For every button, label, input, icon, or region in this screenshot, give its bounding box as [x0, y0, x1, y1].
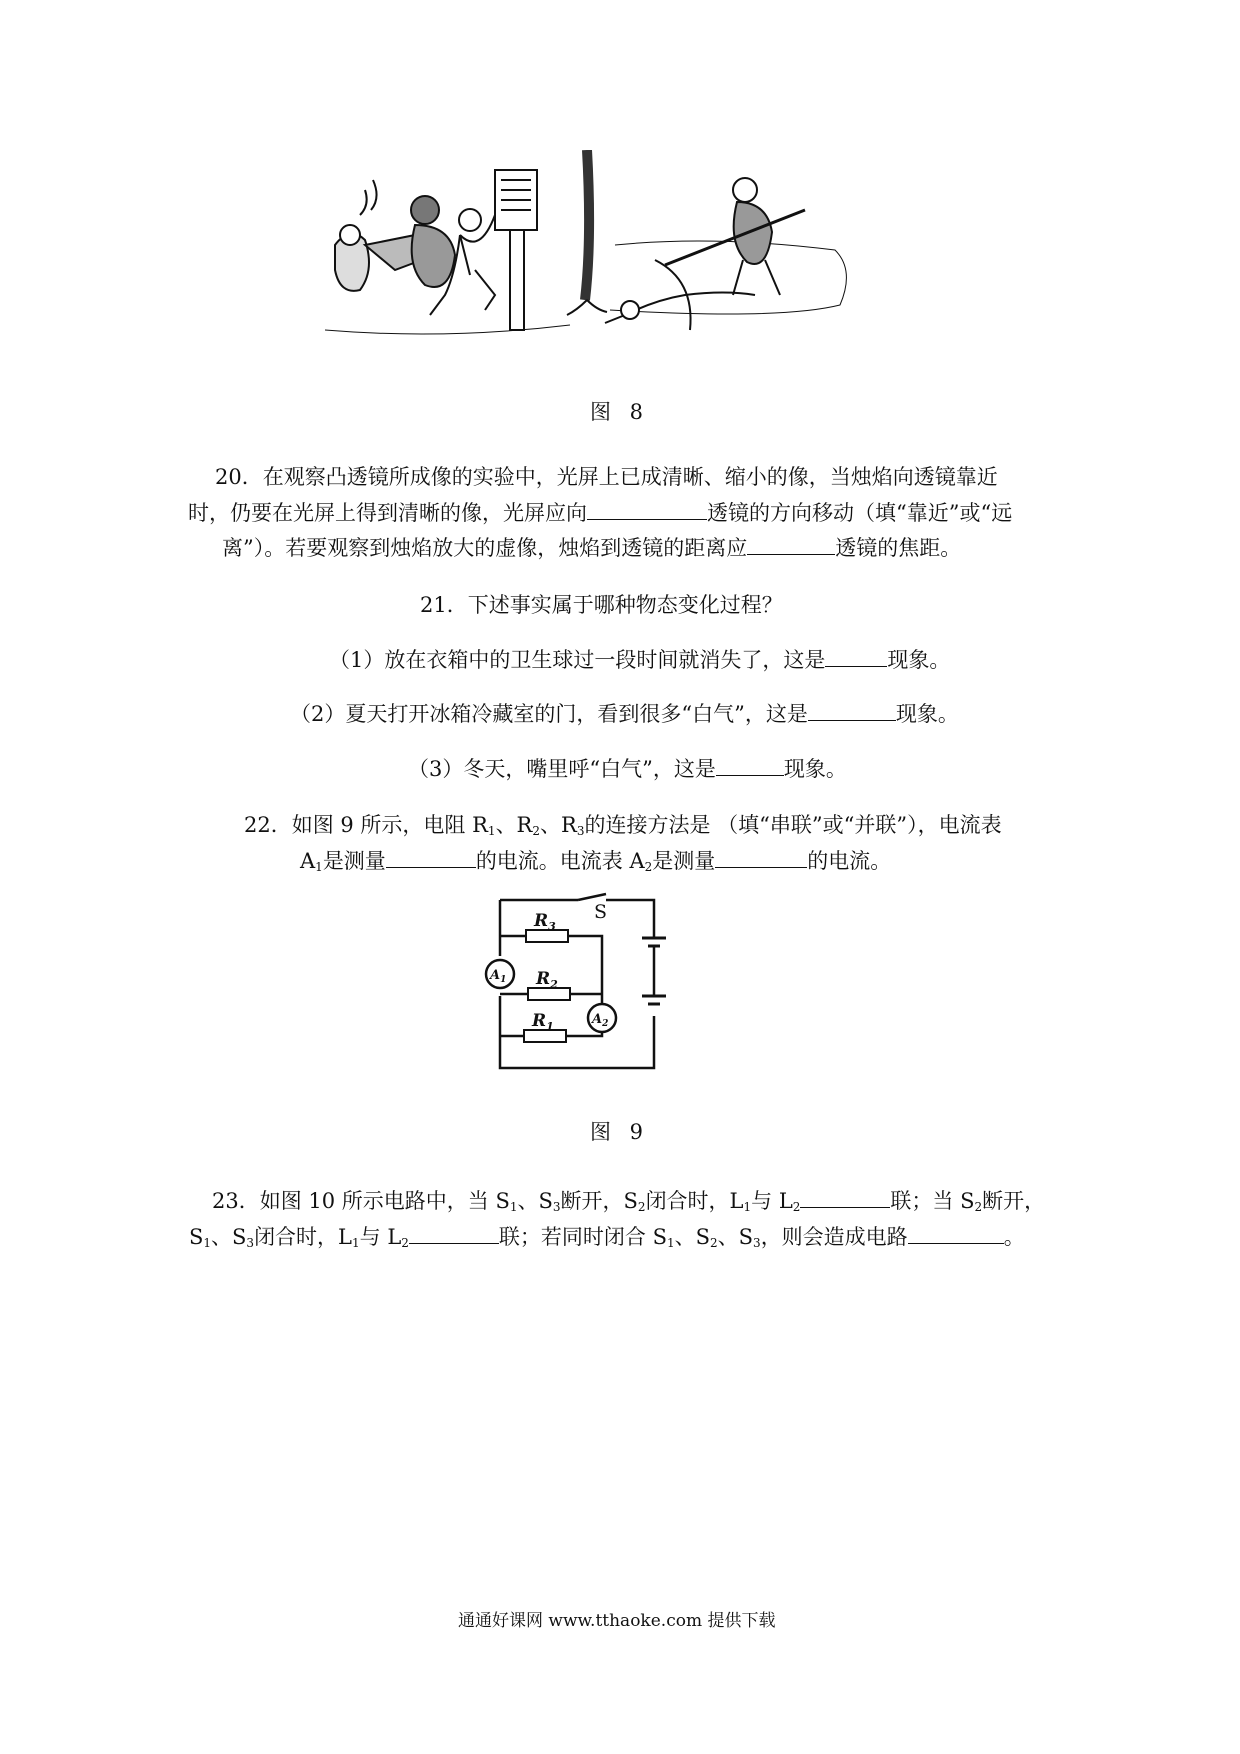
q20-line3 — [222, 532, 961, 563]
q22-sub-3: 3 — [576, 824, 585, 838]
footer-credit: 通通好课网 www.tthaoke.com 提供下载 — [458, 1611, 776, 1631]
a2-label: $A_2$ — [592, 1012, 609, 1029]
q23-text-d: 闭合时，L — [645, 1189, 744, 1213]
figure-8-illustration — [325, 150, 870, 355]
q22-text-current: 的电流。 — [807, 849, 892, 873]
q23-sub: 1 — [352, 1236, 360, 1250]
q23-text-c: 断开，S — [560, 1189, 638, 1213]
figure-9-circuit — [478, 886, 678, 1082]
q23-sub: 2 — [637, 1200, 646, 1214]
q23-sub: 3 — [552, 1200, 561, 1214]
q23-line1 — [212, 1185, 1045, 1222]
q22-blank-2[interactable] — [715, 845, 807, 868]
q21-part1-text: （1）放在衣箱中的卫生球过一段时间就消失了，这是 — [329, 648, 826, 672]
q23-text-i: 、S — [211, 1225, 247, 1249]
q23-sub: 2 — [710, 1236, 718, 1250]
q23-blank-2[interactable] — [409, 1221, 499, 1244]
q23-text-e: 与 L — [751, 1189, 793, 1213]
q21-blank-2[interactable] — [808, 698, 896, 721]
q22-text-d: 的连接方法是 （填“串联”或“并联”），电流表 — [584, 813, 1002, 837]
r3-label: $R_3$ — [534, 911, 556, 933]
q22-sub-1: 1 — [487, 824, 496, 838]
q23-line2 — [189, 1221, 1025, 1258]
q22-text-c: 、R — [540, 813, 577, 837]
q21-part1-suffix: 现象。 — [887, 648, 951, 672]
figure-8-caption: 图 8 — [590, 400, 650, 424]
q20-line3b: 透镜的焦距。 — [835, 536, 962, 560]
q22-text-b: 、R — [495, 813, 533, 837]
q23-sub: 2 — [974, 1200, 983, 1214]
q20-line2 — [188, 497, 1012, 528]
q21-title: 21．下述事实属于哪种物态变化过程？ — [420, 593, 783, 617]
q23-text-m: 、S — [674, 1225, 711, 1249]
q23-sub: 2 — [792, 1200, 801, 1214]
circuit-diagram — [478, 886, 678, 1082]
q21-part2-text: （2）夏天打开冰箱冷藏室的门，看到很多“白气”，这是 — [290, 702, 808, 726]
q23-sub: 1 — [666, 1236, 675, 1250]
q23-sub: 1 — [509, 1200, 518, 1214]
q23-sub: 1 — [743, 1200, 752, 1214]
q22-text-ammeter-2: 的电流。电流表 A — [475, 849, 645, 873]
switch-label: S — [594, 901, 608, 923]
resistor-r1 — [524, 1030, 566, 1042]
q23-blank-3[interactable] — [908, 1221, 1004, 1244]
q21-part3 — [408, 753, 847, 784]
q20-line3a: 离”）。若要观察到烛焰放大的虚像，烛焰到透镜的距离应 — [222, 536, 748, 560]
q22-text-measure-2: 是测量 — [652, 849, 716, 873]
q23-text-b: 、S — [517, 1189, 553, 1213]
q21-part3-text: （3）冬天，嘴里呼“白气”，这是 — [408, 757, 716, 781]
r2-label: $R_2$ — [536, 969, 558, 991]
q23-sub: 1 — [203, 1236, 212, 1250]
q22-text-a: 22．如图 9 所示，电阻 R — [244, 813, 488, 837]
q23-text-n: 、S — [717, 1225, 754, 1249]
q23-text-j: 闭合时，L — [254, 1225, 353, 1249]
resistor-r2 — [528, 988, 570, 1000]
q21-blank-3[interactable] — [716, 753, 784, 776]
electric-safety-illustration — [325, 150, 870, 355]
q20-line2b: 透镜的方向移动（填“靠近”或“远 — [707, 501, 1013, 525]
q23-blank-1[interactable] — [800, 1185, 890, 1208]
q22-a-label: A — [300, 849, 316, 873]
q23-sub: 3 — [246, 1236, 255, 1250]
q20-blank-2[interactable] — [747, 532, 835, 555]
q21-part2 — [290, 698, 959, 729]
q23-text-o: ，则会造成电路 — [760, 1225, 908, 1249]
q23-sub: 3 — [753, 1236, 761, 1250]
a1-label: $A_1$ — [490, 968, 507, 985]
q23-text-p: 。 — [1003, 1225, 1025, 1249]
q21-part3-suffix: 现象。 — [783, 757, 847, 781]
q22-line1 — [244, 810, 1002, 846]
q22-sub-2: 2 — [532, 824, 541, 838]
q21-blank-1[interactable] — [825, 644, 887, 667]
switch-s — [578, 894, 606, 900]
q23-text-g: 断开， — [982, 1189, 1046, 1213]
q23-sub: 2 — [401, 1236, 409, 1250]
q23-text-a: 23．如图 10 所示电路中，当 S — [212, 1189, 510, 1213]
q23-text-k: 与 L — [359, 1225, 402, 1249]
q22-a2-sub: 2 — [644, 860, 653, 874]
q20-line1: 20．在观察凸透镜所成像的实验中，光屏上已成清晰、缩小的像，当烛焰向透镜靠近 — [215, 465, 998, 489]
q23-text-f: 联；当 S — [890, 1189, 975, 1213]
q23-text-h: S — [189, 1225, 204, 1249]
q23-text-l: 联；若同时闭合 S — [498, 1225, 667, 1249]
q21-part2-suffix: 现象。 — [895, 702, 959, 726]
q20-blank-1[interactable] — [587, 497, 707, 520]
q22-blank-1[interactable] — [386, 845, 476, 868]
r1-label: $R_1$ — [532, 1011, 554, 1033]
q22-text-measure-1: 是测量 — [322, 849, 386, 873]
figure-9-caption: 图 9 — [590, 1120, 650, 1144]
q20-line2a: 时，仍要在光屏上得到清晰的像，光屏应向 — [188, 501, 587, 525]
q22-line2 — [300, 845, 891, 882]
resistor-r3 — [526, 930, 568, 942]
q22-a1-sub: 1 — [315, 860, 323, 874]
q21-part1 — [329, 644, 950, 675]
